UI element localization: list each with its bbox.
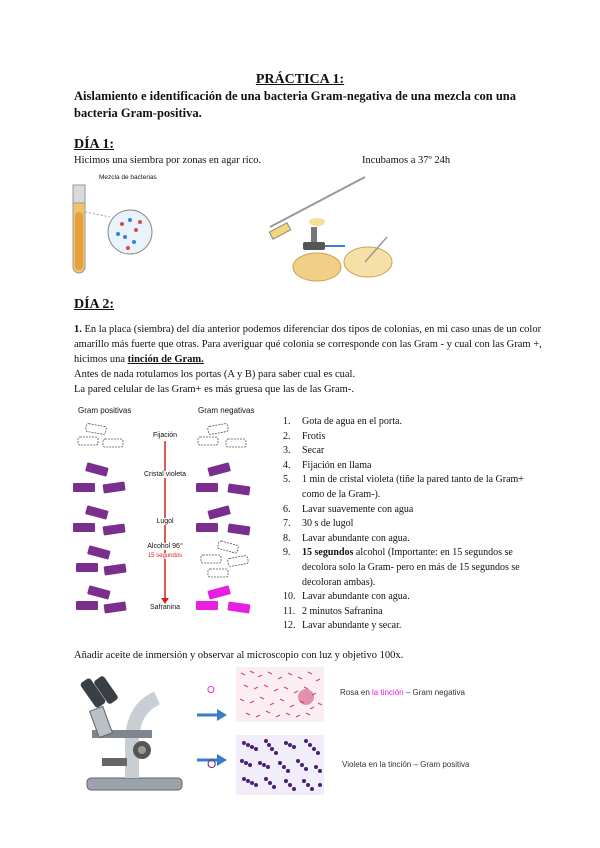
stage-fijacion: Fijación xyxy=(135,432,195,439)
gram-negative-title: Gram negativas xyxy=(198,406,255,415)
procedure-steps xyxy=(283,415,533,634)
day1-text-left: Hicimos una siembra por zonas en agar rico. xyxy=(74,155,262,166)
p1-number: 1. xyxy=(74,324,82,335)
day1-heading: DÍA 1: xyxy=(74,137,115,152)
step-item: 6. Lavar suavemente con agua xyxy=(283,503,414,515)
stage-alcohol-time: 15 segundos xyxy=(135,553,195,559)
stage-lugol: Lugol xyxy=(135,518,195,525)
marker-pink: O xyxy=(207,685,215,696)
p1-bold-text: tinción de Gram. xyxy=(127,354,204,365)
marker-violet: O xyxy=(207,757,217,771)
day2-paragraph-3: La pared celular de las Gram+ es más gruesa que las de las Gram-. xyxy=(74,384,354,395)
gram-negative-micrograph xyxy=(236,667,324,722)
stage-safranina: Safranina xyxy=(135,604,195,611)
step-item: 10. Lavar abundante con agua. xyxy=(283,591,410,603)
stage-alcohol: Alcohol 96° xyxy=(135,543,195,550)
bunsen-plates-illustration xyxy=(265,172,395,282)
step-item: 12. Lavar abundante y secar. xyxy=(283,620,402,632)
step-item: 4. Fijación en llama xyxy=(283,459,372,471)
gram-positive-title: Gram positivas xyxy=(78,406,132,415)
step-item: 5. 1 min de cristal violeta (tiñe la pared tanto de la Gram+ como de la Gram-). xyxy=(283,474,524,500)
result-gram-positive: Violeta en la tinción – Gram positiva xyxy=(342,760,470,769)
step-item: 1. Gota de agua en el porta. xyxy=(283,416,402,427)
microscope-icon xyxy=(72,668,192,793)
day2-heading: DÍA 2: xyxy=(74,297,115,312)
day2-paragraph-2: Antes de nada rotulamos los portas (A y B) para saber cual es cual. xyxy=(74,369,356,380)
p1-text: En la placa (siembra) del día anterior podemos diferenciar dos tipos de colonias, en mi caso unas de un color amarillo más fuerte que otras. Para averiguar qué colonia se corresponde con las Gram - y cual con las Gram +, hicimos una xyxy=(74,324,542,365)
bacteria-tube-illustration xyxy=(70,182,155,277)
result-gram-negative: Rosa en la tinción – Gram negativa xyxy=(340,688,465,697)
page-title: PRÁCTICA 1: xyxy=(255,72,345,87)
gram-stain-diagram xyxy=(68,403,278,623)
step-item: 9. 15 segundos alcohol (Importante: en 15 segundos se decolora solo la Gram- pero en más de 15 segundos se decoloran ambas). xyxy=(283,547,520,588)
step-item: 2. Frotis xyxy=(283,430,326,442)
day2-paragraph-1 xyxy=(74,322,544,367)
step-item: 11. 2 minutos Safranina xyxy=(283,605,383,617)
gram-positive-micrograph xyxy=(236,735,324,795)
page-subtitle: Aislamiento e identificación de una bacteria Gram-negativa de una mezcla con una bacteria Gram-positiva. xyxy=(74,89,516,120)
day1-text-right: Incubamos a 37º 24h xyxy=(362,155,451,166)
microscope-intro: Añadir aceite de inmersión y observar al microscopio con luz y objetivo 100x. xyxy=(74,650,404,661)
step-item: 3. Secar xyxy=(283,445,325,457)
step-item: 8. Lavar abundante con agua. xyxy=(283,532,410,544)
tube-label: Mezcla de bacterias xyxy=(99,174,157,181)
stage-cristal-violeta: Cristal violeta xyxy=(135,471,195,478)
step-item: 7. 30 s de lugol xyxy=(283,518,354,530)
